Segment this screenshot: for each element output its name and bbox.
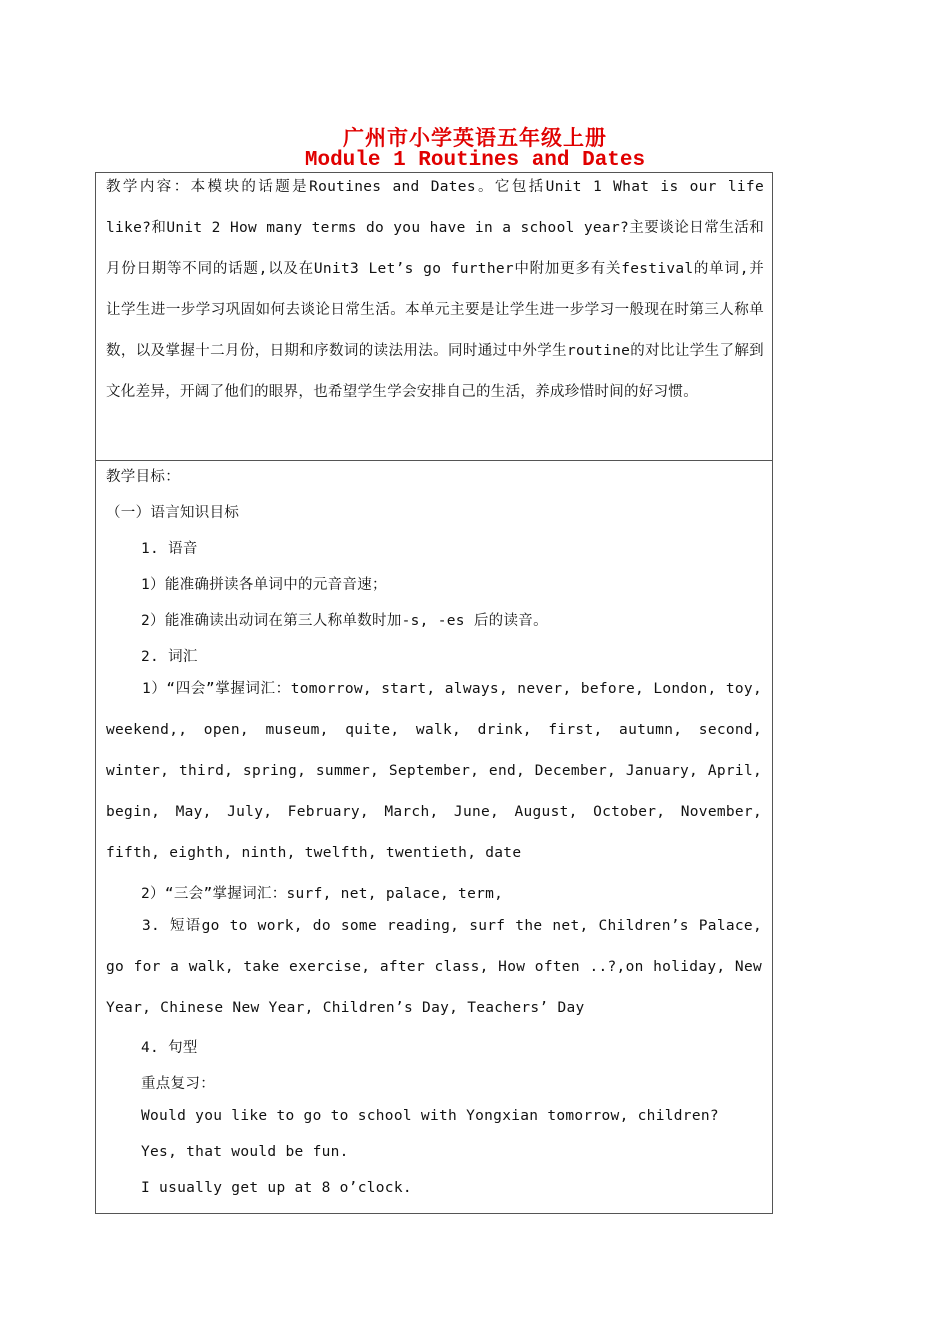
page-title-chinese: 广州市小学英语五年级上册 — [343, 126, 607, 150]
key-review-label: 重点复习： — [141, 1076, 215, 1092]
item-vocabulary: 2. 词汇 — [141, 649, 198, 665]
item-vocabulary-three-skills: 2）“三会”掌握词汇：surf, net, palace, term, — [141, 886, 504, 902]
page-title-english: Module 1 Routines and Dates — [304, 149, 646, 172]
sentence-example-2: Yes, that would be fun. — [141, 1144, 349, 1160]
item-phonetics-2: 2）能准确读出动词在第三人称单数时加-s, -es 后的读音。 — [141, 613, 548, 629]
teaching-content-text: 教学内容：本模块的话题是Routines and Dates。它包括Unit 1 What is our life like?和Unit 2 How many terms do you have in a school year?主要谈论日常生活和月份日期等不同的话题,以及在Unit3 Let’s go further中附加更多有关festival的单词,并让学生进一步学习巩固如何去谈论日常生活。本单元主要是让学生进一步学习一般现在时第三人称单数，以及掌握十二月份，日期和序数词的读法用法。同时通过中外学生routine的对比让学生了解到文化差异，开阔了他们的眼界，也希望学生学会安排自己的生活，养成珍惜时间的好习惯。 — [106, 179, 764, 400]
item-vocabulary-four-skills: 1）“四会”掌握词汇：tomorrow, start, always, never, before, London, toy, weekend,, open, museum, quite, walk, drink, first, autumn, second, winter, third, spring, summer, September, end, December, January, April, begin, May, July, February, March, June, August, October, November, fifth, eighth, ninth, twelfth, twentieth, date — [106, 681, 762, 861]
item-phonetics-1: 1）能准确拼读各单词中的元音音速； — [141, 577, 387, 593]
item-sentence-patterns: 4. 句型 — [141, 1040, 198, 1056]
section-language-knowledge: （一）语言知识目标 — [106, 505, 240, 521]
teaching-objectives-box — [95, 460, 773, 1214]
sentence-example-3: I usually get up at 8 o’clock. — [141, 1180, 412, 1196]
sentence-example-1: Would you like to go to school with Yongxian tomorrow, children? — [141, 1108, 719, 1124]
objectives-heading: 教学目标： — [106, 469, 180, 485]
teaching-content-box — [95, 172, 773, 461]
item-phrases: 3. 短语go to work, do some reading, surf the net, Children’s Palace, go for a walk, take exercise, after class, How often ..?,on holiday, New Year, Chinese New Year, Children’s Day, Teachers’ Day — [106, 918, 762, 1016]
item-phonetics: 1. 语音 — [141, 541, 198, 557]
